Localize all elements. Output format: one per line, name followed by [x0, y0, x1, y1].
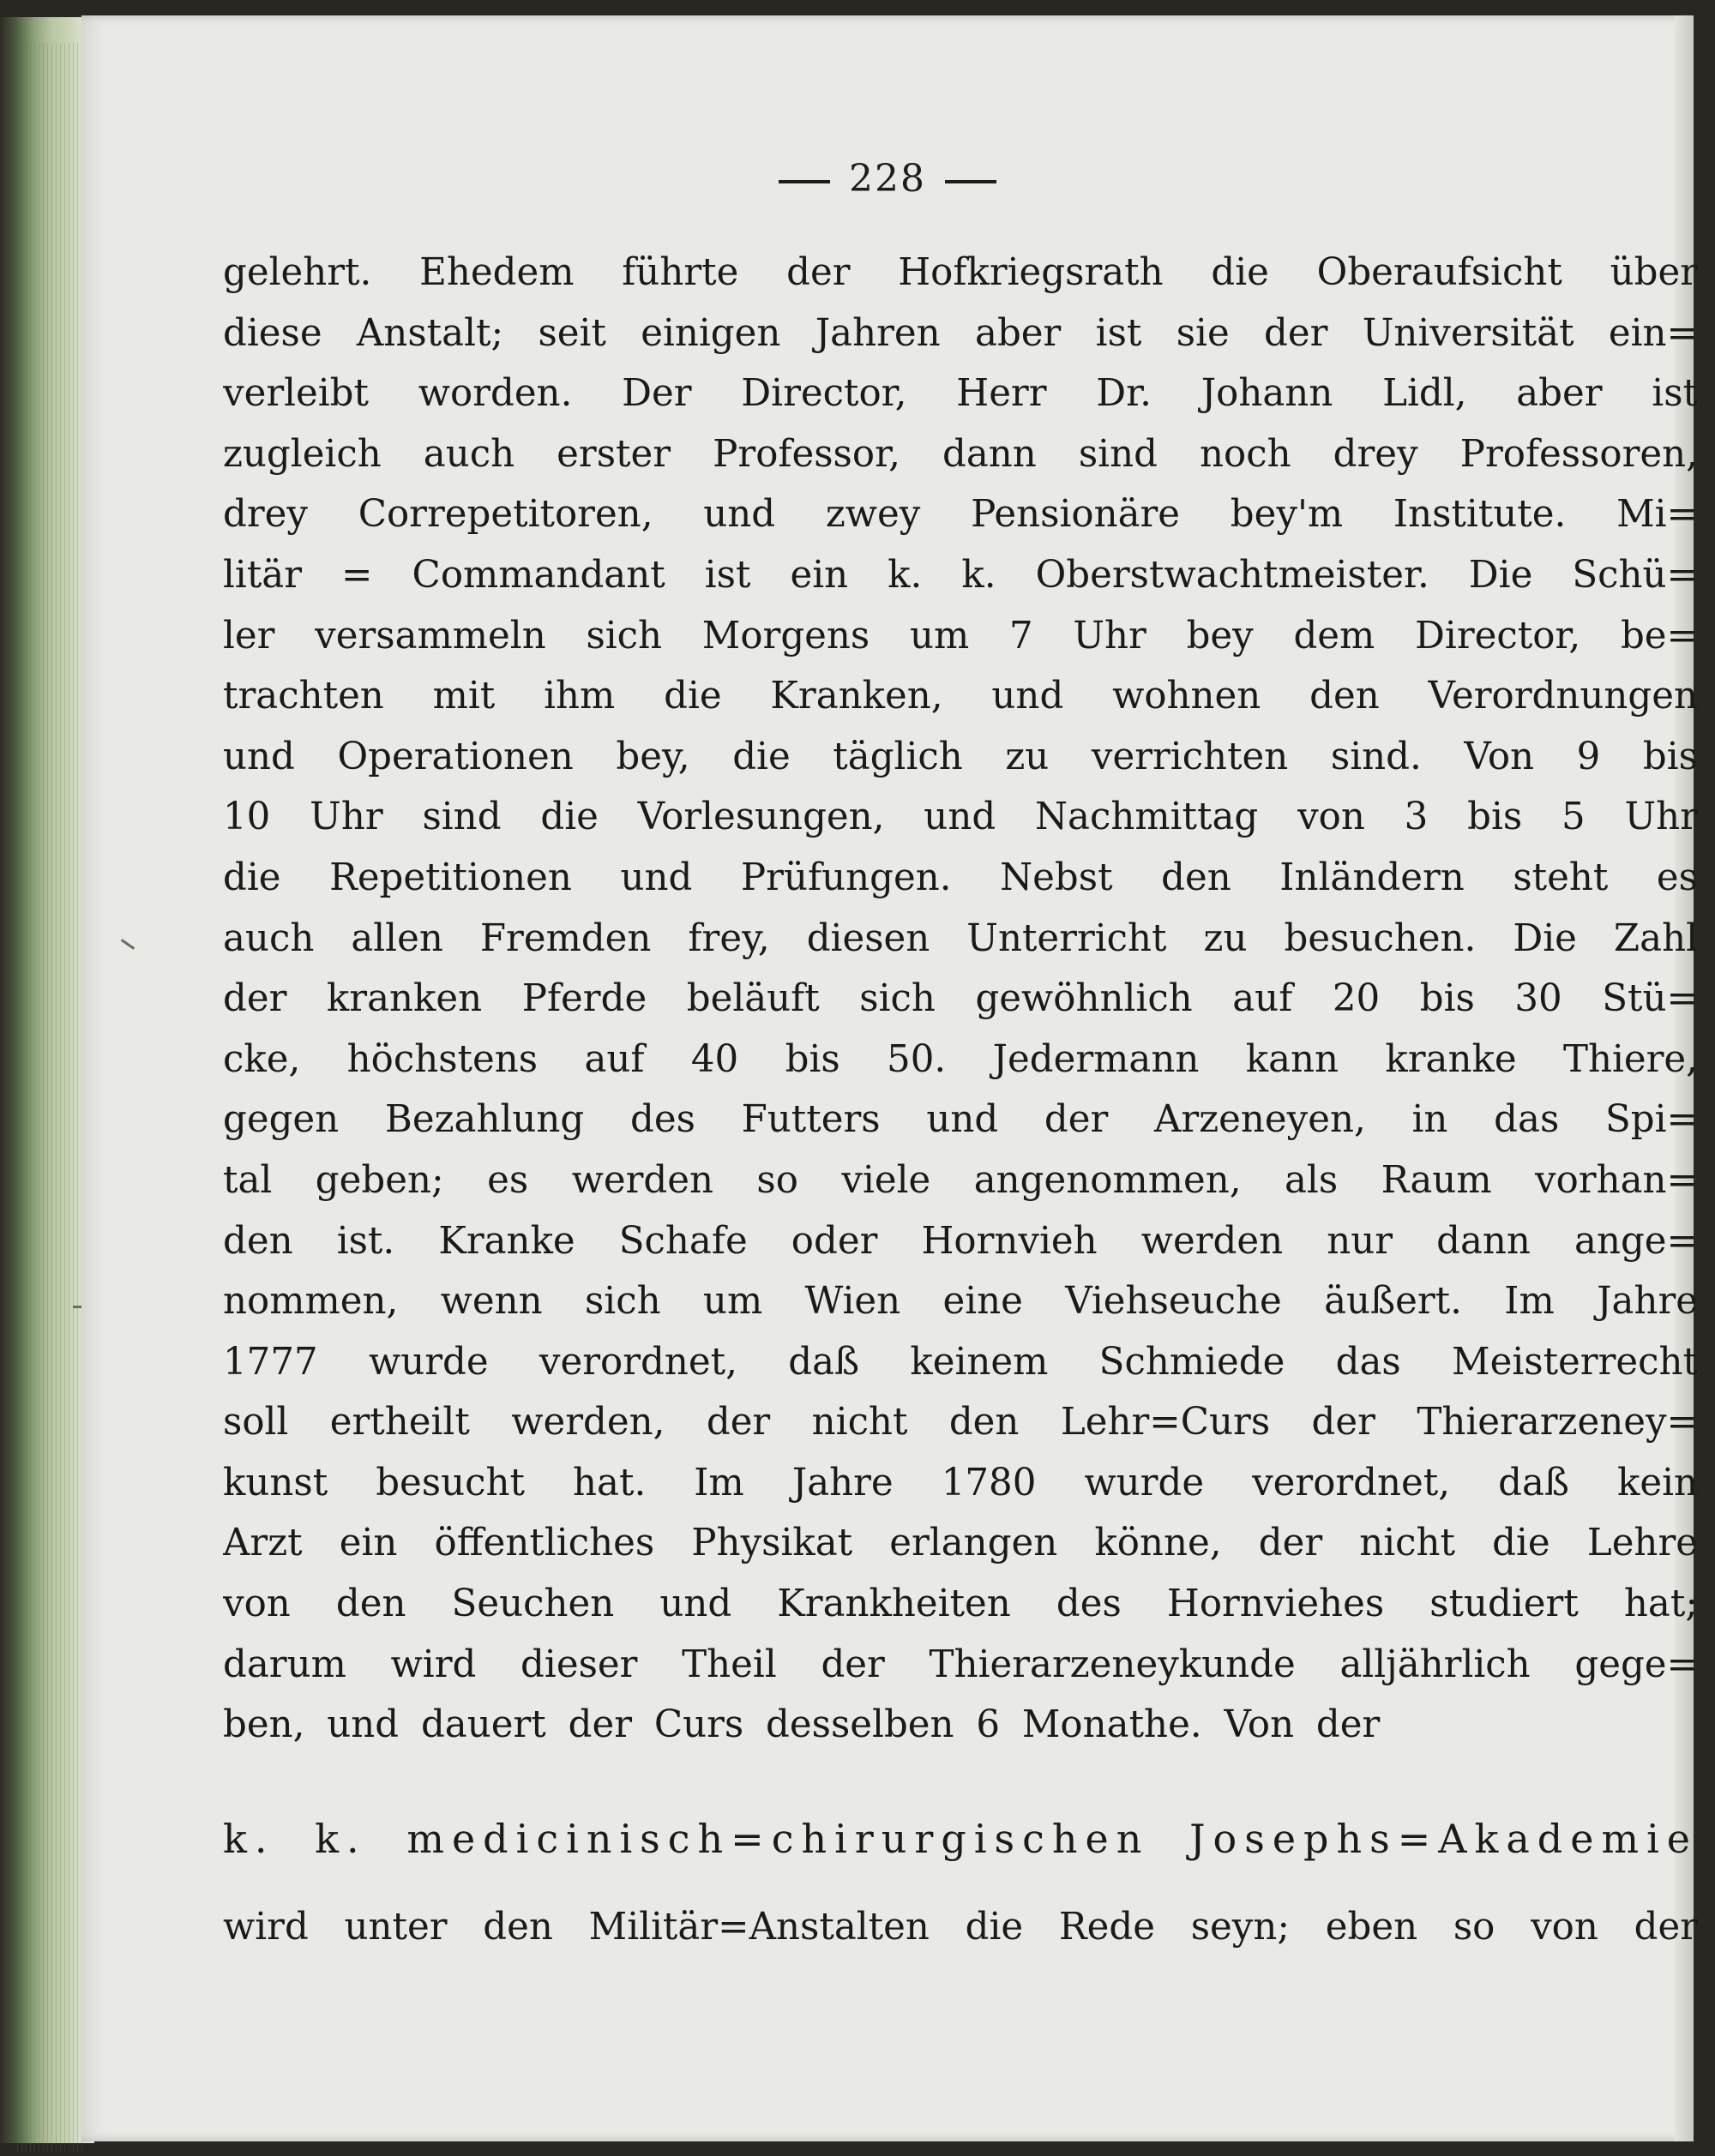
- text-line: gelehrt. Ehedem führte der Hofkriegsrath die Oberaufsicht über: [223, 251, 1698, 294]
- section-heading: k. k. medicinisch=chirurgischen Josephs=Akademie: [223, 1816, 1698, 1862]
- text-line: tal geben; es werden so viele angenommen, als Raum vorhan=: [223, 1158, 1698, 1202]
- body-text: [223, 243, 1698, 1756]
- text-line: diese Anstalt; seit einigen Jahren aber ist sie der Universität ein=: [223, 311, 1698, 355]
- text-line: der kranken Pferde beläuft sich gewöhnlich auf 20 bis 30 Stü=: [223, 977, 1698, 1021]
- text-line: 10 Uhr sind die Vorlesungen, und Nachmittag von 3 bis 5 Uhr: [223, 796, 1698, 839]
- text-line: drey Correpetitoren, und zwey Pensionäre bey'm Institute. Mi=: [223, 493, 1698, 537]
- text-line: trachten mit ihm die Kranken, und wohnen den Verordnungen: [223, 675, 1698, 718]
- text-line: darum wird dieser Theil der Thierarzeneykunde alljährlich gege=: [223, 1643, 1698, 1686]
- text-line: cke, höchstens auf 40 bis 50. Jedermann kann kranke Thiere,: [223, 1037, 1698, 1081]
- margin-mark: [121, 939, 135, 950]
- text-line: nommen, wenn sich um Wien eine Viehseuche äußert. Im Jahre: [223, 1280, 1698, 1324]
- text-line: verleibt worden. Der Director, Herr Dr. Johann Lidl, aber ist: [223, 372, 1698, 416]
- text-line: und Operationen bey, die täglich zu verrichten sind. Von 9 bis: [223, 735, 1698, 778]
- text-line: ben, und dauert der Curs desselben 6 Monathe. Von der: [223, 1703, 1381, 1747]
- text-line: den ist. Kranke Schafe oder Hornvieh werden nur dann ange=: [223, 1219, 1698, 1263]
- page-edge-lines: [17, 43, 86, 2152]
- text-line: auch allen Fremden frey, diesen Unterricht zu besuchen. Die Zahl: [223, 916, 1698, 960]
- text-line-after-heading: wird unter den Militär=Anstalten die Rede seyn; eben so von der: [223, 1906, 1698, 1949]
- text-line: von den Seuchen und Krankheiten des Hornviehes studiert hat;: [223, 1582, 1698, 1626]
- margin-mark: [73, 1306, 81, 1308]
- text-line: die Repetitionen und Prüfungen. Nebst den Inländern steht es: [223, 856, 1698, 899]
- page-number: 228: [849, 157, 926, 201]
- text-line: ler versammeln sich Morgens um 7 Uhr bey dem Director, be=: [223, 614, 1698, 658]
- header-dash-left: [779, 180, 830, 183]
- header-dash-right: [945, 180, 996, 183]
- page-header: [81, 157, 1694, 201]
- text-line: kunst besucht hat. Im Jahre 1780 wurde verordnet, daß kein: [223, 1461, 1698, 1504]
- text-line: zugleich auch erster Professor, dann sind noch drey Professoren,: [223, 432, 1698, 476]
- text-line: 1777 wurde verordnet, daß keinem Schmiede das Meisterrecht: [223, 1340, 1698, 1384]
- text-line: Arzt ein öffentliches Physikat erlangen könne, der nicht die Lehre: [223, 1522, 1698, 1565]
- book-page-edges: [0, 17, 94, 2143]
- page-sheet: [81, 15, 1698, 2141]
- text-line: litär = Commandant ist ein k. k. Oberstwachtmeister. Die Schü=: [223, 553, 1698, 597]
- text-line: soll ertheilt werden, der nicht den Lehr=Curs der Thierarzeney=: [223, 1401, 1698, 1444]
- text-line: gegen Bezahlung des Futters und der Arzeneyen, in das Spi=: [223, 1098, 1698, 1142]
